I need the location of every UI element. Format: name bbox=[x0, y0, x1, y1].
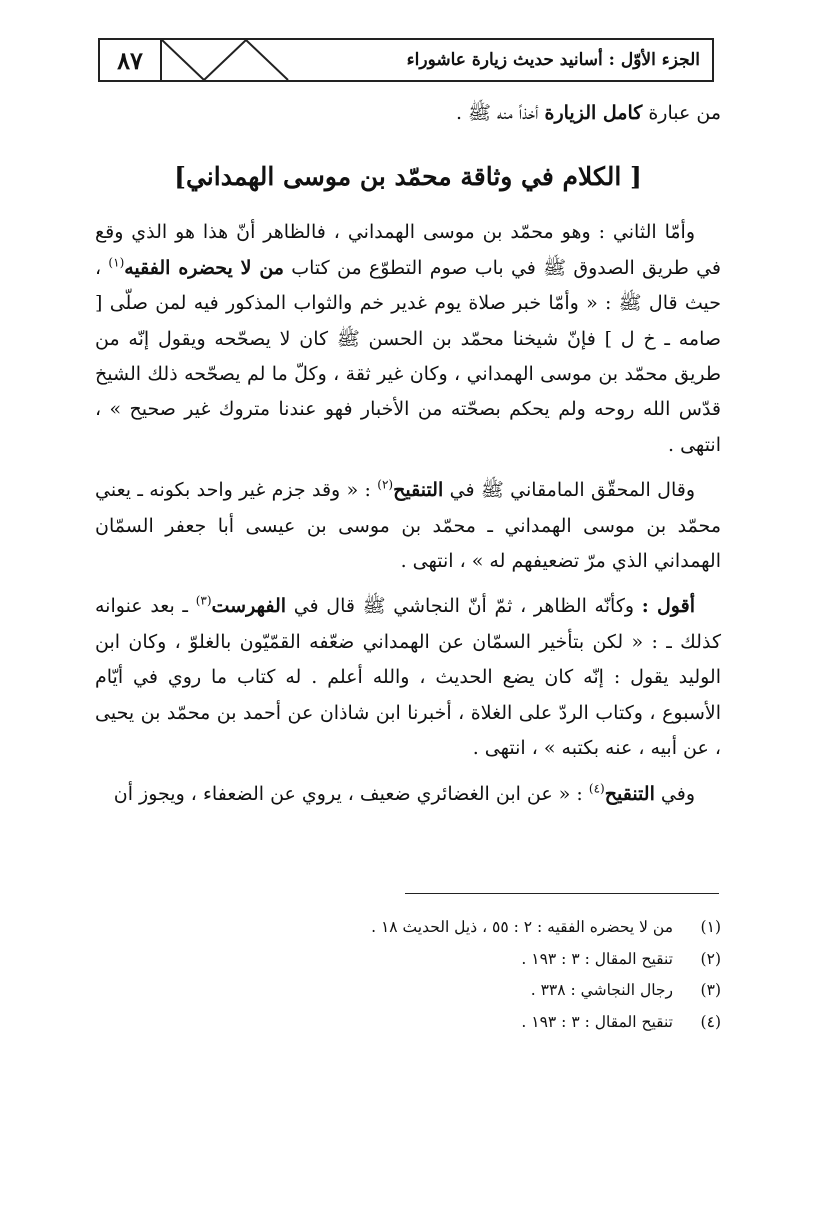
footnote-1 bbox=[95, 912, 721, 944]
running-header bbox=[98, 38, 714, 82]
intro-post: أخذاً منه ﷺ . bbox=[455, 102, 545, 124]
paragraph-2 bbox=[95, 473, 721, 579]
section-heading bbox=[95, 157, 721, 197]
footnote-2-number: (٢) bbox=[700, 949, 721, 968]
footnote-3 bbox=[95, 975, 721, 1007]
p1-book-title: من لا يحضره الفقيه bbox=[124, 256, 284, 279]
paragraph-4 bbox=[95, 777, 721, 812]
footnote-divider bbox=[405, 893, 719, 894]
footnotes bbox=[95, 912, 721, 1038]
footnote-2 bbox=[95, 944, 721, 976]
p4-text-b: : « عن ابن الغضائري ضعيف ، يروي عن الضعفاء ، ويجوز أن bbox=[113, 782, 589, 805]
p1-text-a: وأمّا الثاني : وهو محمّد بن موسى الهمداني ، فالظاهر أنّ هذا هو الذي وقع في طريق الصدوق ﷺ في باب صوم التطوّع من كتاب bbox=[95, 221, 722, 279]
footnote-ref-2: (٢) bbox=[377, 477, 394, 492]
paragraph-3 bbox=[95, 589, 721, 766]
running-title: الجزء الأوّل : أسانيد حديث زيارة عاشوراء bbox=[406, 50, 700, 70]
p1-text-b: ، حيث قال ﷺ : « وأمّا خبر صلاة يوم غدير خم والثواب المذكور فيه لمن صلّى [ صامه ـ خ ل ] فإنّ شيخنا محمّد بن الحسن ﷺ كان لا يصحّحه ويقول إنّه من طريق محمّد بن موسى الهمداني ، وكان غير ثقة ، وكلّ ما لم يصحّحه ذلك الشيخ قدّس الله روحه ولم يحكم بصحّته من الأخبار فهو عندنا متروك غير صحيح » ، انتهى . bbox=[95, 256, 721, 456]
footnote-1-text: من لا يحضره الفقيه : ٢ : ٥٥ ، ذيل الحديث ١٨ . bbox=[371, 918, 673, 936]
p3-text-a: وكأنّه الظاهر ، ثمّ أنّ النجاشي ﷺ قال في bbox=[286, 595, 642, 618]
footnote-ref-3: (٣) bbox=[195, 594, 212, 609]
footnote-ref-1: (١) bbox=[108, 255, 125, 270]
header-ornament bbox=[162, 40, 292, 80]
footnote-1-number: (١) bbox=[700, 918, 721, 936]
paragraph-1 bbox=[95, 215, 721, 463]
p2-text-b: : « وقد جزم غير واحد بكونه ـ يعني محمّد بن موسى الهمداني ـ محمّد بن موسى بن عيسى أبا جعفر السمّان الهمداني الذي مرّ تضعيفهم له » ، انتهى . bbox=[95, 479, 721, 573]
heading-text: الكلام في وثاقة محمّد بن موسى الهمداني bbox=[185, 162, 622, 192]
footnote-ref-4: (٤) bbox=[588, 781, 605, 796]
footnote-3-number: (٣) bbox=[700, 981, 721, 999]
page-number: ٨٧ bbox=[100, 40, 162, 80]
p3-lead: أقول : bbox=[641, 595, 695, 618]
footnote-3-text: رجال النجاشي : ٣٣٨ . bbox=[530, 981, 673, 999]
p2-text-a: وقال المحقّق المامقاني ﷺ في bbox=[443, 479, 695, 502]
p3-text-b: ـ بعد عنوانه كذلك ـ : « لكن بتأخير السمّان عن الهمداني ضعّفه القمّيّون بالغلوّ ، وكان ابن الوليد يقول : إنّه كان يضع الحديث ، والله أعلم . له كتاب ما روي في أيّام الأسبوع ، وكتاب الردّ على الغلاة ، أخبرنا ابن شاذان عن أحمد بن محمّد بن يحيى ، عن أبيه ، عنه بكتبه » ، انتهى . bbox=[95, 595, 721, 760]
footnote-4-number: (٤) bbox=[700, 1012, 721, 1031]
p3-book-title: الفهرست bbox=[211, 595, 287, 618]
p2-book-title: التنقيح bbox=[393, 479, 444, 502]
heading-bracket-close: ] bbox=[174, 162, 186, 192]
footnote-4 bbox=[95, 1007, 721, 1039]
p4-book-title: التنقيح bbox=[604, 782, 655, 805]
footnote-2-text: تنقيح المقال : ٣ : ١٩٣ . bbox=[521, 949, 673, 968]
intro-line bbox=[95, 96, 721, 131]
footnote-4-text: تنقيح المقال : ٣ : ١٩٣ . bbox=[521, 1012, 673, 1031]
intro-bold: كامل الزيارة bbox=[544, 102, 643, 124]
p4-text-a: وفي bbox=[654, 782, 695, 805]
intro-pre: من عبارة bbox=[642, 102, 721, 124]
heading-bracket-open: [ bbox=[630, 162, 642, 192]
main-text bbox=[95, 96, 721, 812]
